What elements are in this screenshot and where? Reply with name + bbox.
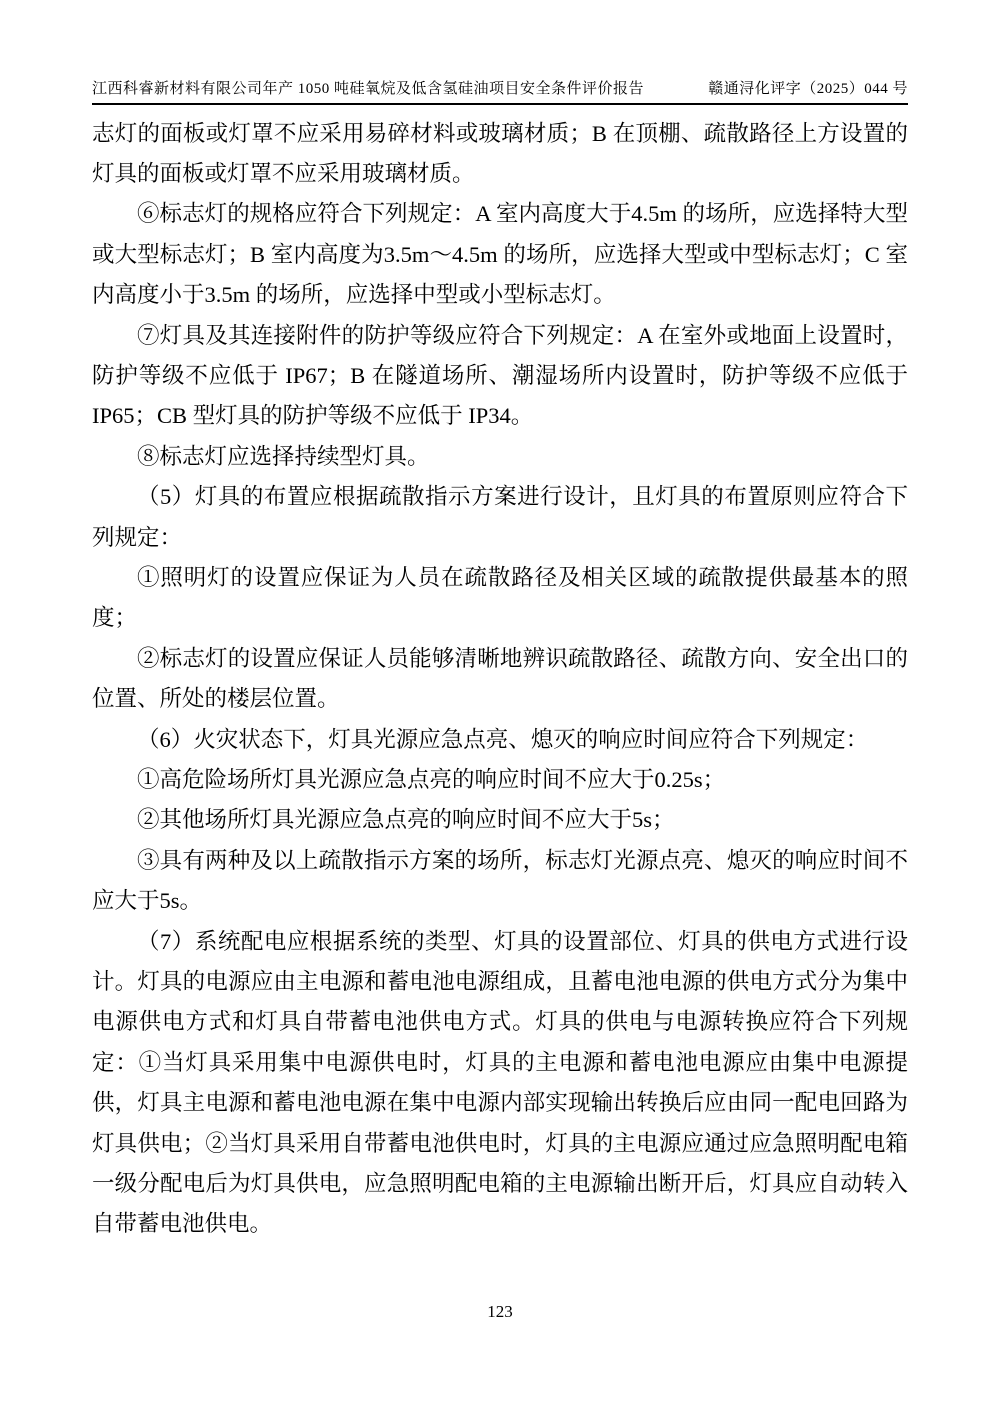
header-report-title: 江西科睿新材料有限公司年产 1050 吨硅氧烷及低含氢硅油项目安全条件评价报告 — [92, 81, 645, 97]
paragraph-item-8: ⑧标志灯应选择持续型灯具。 — [137, 443, 430, 469]
paragraph-item-7: ⑦灯具及其连接附件的防护等级应符合下列规定：A 在室外或地面上设置时，防护等级不应低于 IP67；B 在隧道场所、潮湿场所内设置时，防护等级不应低于 IP65；CB 型灯具的防护等级不应低于 IP34。 — [92, 322, 908, 429]
paragraph-item-6p: （6）火灾状态下，灯具光源应急点亮、熄灭的响应时间应符合下列规定： — [137, 726, 869, 752]
page-header — [92, 80, 908, 105]
paragraph-item-7p: （7）系统配电应根据系统的类型、灯具的设置部位、灯具的供电方式进行设计。灯具的电源应由主电源和蓄电池电源组成，且蓄电池电源的供电方式分为集中电源供电方式和灯具自带蓄电池供电方式。灯具的供电与电源转换应符合下列规定：①当灯具采用集中电源供电时，灯具的主电源和蓄电池电源应由集中电源提供，灯具主电源和蓄电池电源在集中电源内部实现输出转换后应由同一配电回路为灯具供电；②当灯具采用自带蓄电池供电时，灯具的主电源应通过应急照明配电箱一级分配电后为灯具供电，应急照明配电箱的主电源输出断开后，灯具应自动转入自带蓄电池供电。 — [92, 928, 908, 1237]
paragraph-item-5p: （5）灯具的布置应根据疏散指示方案进行设计，且灯具的布置原则应符合下列规定： — [92, 484, 908, 550]
page-number: 123 — [487, 1302, 513, 1321]
paragraph-item-6: ⑥标志灯的规格应符合下列规定：A 室内高度大于4.5m 的场所，应选择特大型或大型标志灯；B 室内高度为3.5m～4.5m 的场所，应选择大型或中型标志灯；C 室内高度小于3.5m 的场所，应选择中型或小型标志灯。 — [92, 201, 908, 308]
paragraph-continuation: 志灯的面板或灯罩不应采用易碎材料或玻璃材质；B 在顶棚、疏散路径上方设置的灯具的面板或灯罩不应采用玻璃材质。 — [92, 120, 908, 186]
paragraph-sub-3b: ③具有两种及以上疏散指示方案的场所，标志灯光源点亮、熄灭的响应时间不应大于5s。 — [92, 847, 908, 914]
paragraph-sub-2: ②标志灯的设置应保证人员能够清晰地辨识疏散路径、疏散方向、安全出口的位置、所处的楼层位置。 — [92, 645, 908, 712]
paragraph-sub-2b: ②其他场所灯具光源应急点亮的响应时间不应大于5s； — [137, 807, 675, 833]
document-body — [92, 114, 908, 1245]
paragraph-sub-1: ①照明灯的设置应保证为人员在疏散路径及相关区域的疏散提供最基本的照度； — [92, 564, 908, 631]
header-doc-number: 赣通浔化评字（2025）044 号 — [708, 81, 908, 97]
page-footer — [0, 1302, 1000, 1322]
paragraph-sub-1b: ①高危险场所灯具光源应急点亮的响应时间不应大于0.25s； — [137, 767, 726, 792]
